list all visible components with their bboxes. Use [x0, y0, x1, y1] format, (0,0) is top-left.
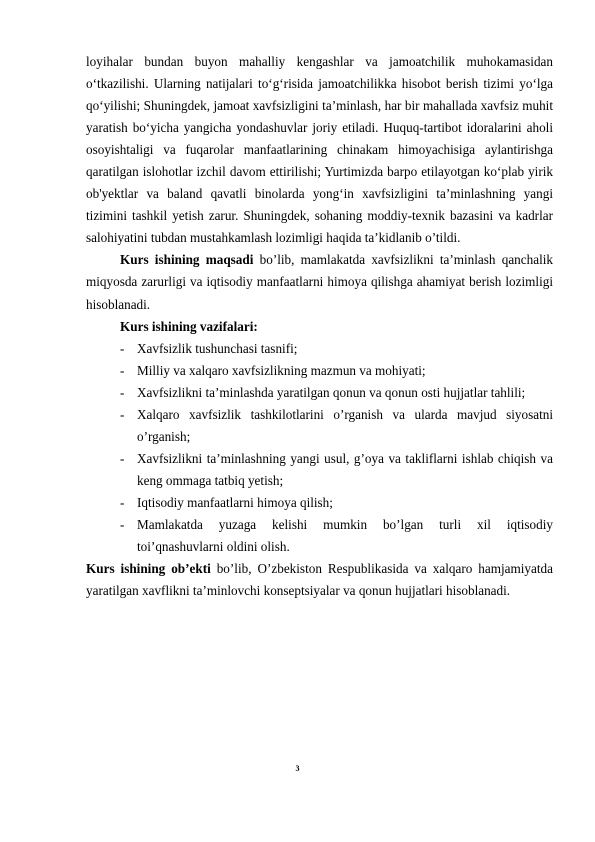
list-dash: - — [120, 384, 125, 400]
task-item — [86, 382, 553, 404]
task-text: Mamlakatda yuzaga kelishi mumkin bo’lgan turli xil iqtisodiy toi’qnashuvlarni oldini olish. — [137, 516, 553, 555]
task-text: Xavfsizlikni ta’minlashda yaratilgan qonun va qonun osti hujjatlar tahlili; — [137, 384, 526, 400]
task-text: Xavfsizlik tushunchasi tasnifi; — [137, 340, 298, 356]
list-dash: - — [120, 494, 125, 510]
tasks-list — [86, 338, 553, 558]
goal-term: Kurs ishining maqsadi — [120, 252, 254, 268]
task-item — [86, 360, 553, 382]
page-number: 3 — [295, 764, 300, 773]
body-text — [86, 51, 553, 602]
task-text: Xavfsizlikni ta’minlashning yangi usul, g’oya va takliflarni ishlab chiqish va keng ommaga tatbiq yetish; — [137, 450, 553, 488]
object-text: bo’lib, O’zbekiston Respublikasida va xalqaro hamjamiyatda yaratilgan xavflikni ta’minlovchi konseptsiyalar va qonun hujjatlari hisoblanadi. — [86, 561, 553, 599]
list-dash: - — [120, 340, 125, 356]
task-text: Iqtisodiy manfaatlarni himoya qilish; — [137, 494, 333, 510]
list-dash: - — [120, 516, 125, 532]
list-dash: - — [120, 406, 125, 422]
list-dash: - — [120, 450, 125, 466]
tasks-heading: Kurs ishining vazifalari: — [120, 318, 258, 334]
task-item — [86, 492, 553, 514]
goal-paragraph — [86, 249, 553, 315]
list-dash: - — [120, 362, 125, 378]
task-item — [86, 338, 553, 360]
intro-paragraph: loyihalar bundan buyon mahalliy kengashlar va jamoatchilik muhokamasidan o‘tkazilishi. Ularning natijalari to‘g‘risida jamoatchilikka hisobot berish tizimi yo‘lga qo‘yilishi; Shuningdek, jamoat xavfsizligini ta’minlash, har bir mahallada xavfsiz muhit yaratish bo‘yicha yangicha yondashuvlar joriy etiladi. Huquq-tartibot idoralarini aholi osoyishtaligi va fuqarolar manfaatlarining chinakam himoyachisiga aylantirishga qaratilgan islohotlar izchil davom ettirilishi; Yurtimizda barpo etilayotgan ko‘plab yirik ob'yektlar va baland qavatli binolarda yong‘in xavfsizligini ta’minlashning yangi tizimini tashkil yetish zarur. Shuningdek, sohaning moddiy-texnik bazasini va kadrlar salohiyatini tubdan mustahkamlash lozimligi haqida ta’kidlanib o’tildi. — [86, 54, 553, 246]
object-term: Kurs ishining ob’ekti — [86, 561, 211, 577]
task-text: Xalqaro xavfsizlik tashkilotlarini o’rganish va ularda mavjud siyosatni o’rganish; — [137, 406, 553, 444]
task-item — [86, 404, 553, 448]
object-paragraph — [86, 558, 553, 602]
task-text: Milliy va xalqaro xavfsizlikning mazmun va mohiyati; — [137, 362, 426, 378]
task-item — [86, 514, 553, 558]
task-item — [86, 448, 553, 492]
goal-text: bo’lib, mamlakatda xavfsizlikni ta’minlash qanchalik miqyosda zarurligi va iqtisodiy manfaatlarni himoya qilishga ahamiyat berish lozimligi hisoblanadi. — [86, 252, 553, 312]
